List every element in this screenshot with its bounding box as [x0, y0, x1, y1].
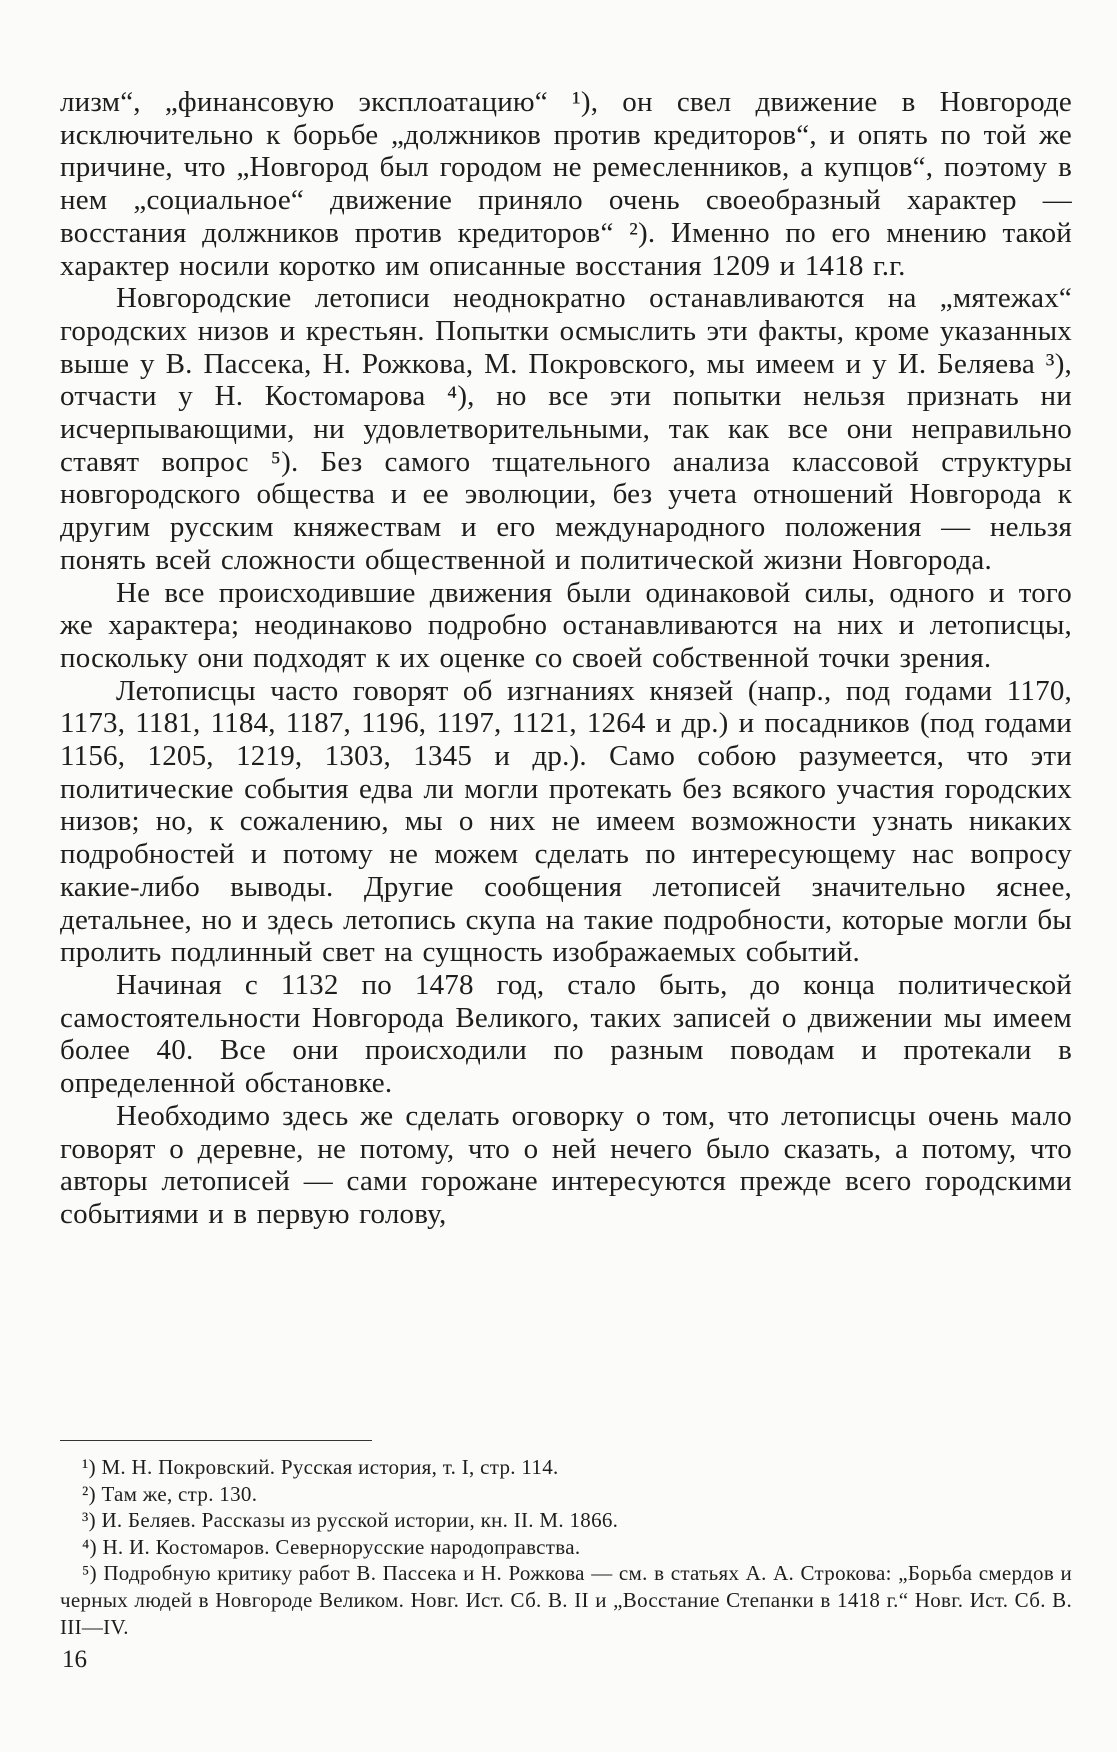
paragraph-2: Новгородские летописи неоднократно останавливаются на „мятежах“ городских низов и крестьян. Попытки осмыслить эти факты, кроме указанных выше у В. Пассека, Н. Рожкова, М. Покровского, мы имеем и у И. Беляева ³), отчасти у Н. Костомарова ⁴), но все эти попытки нельзя признать ни исчерпывающими, ни удовлетворительными, так как все они неправильно ставят вопрос ⁵). Без самого тщательного анализа классовой структуры новгородского общества и ее эволюции, без учета отношений Новгорода к другим русским княжествам и его международного положения — нельзя понять всей сложности общественной и политической жизни Новгорода.	[60, 282, 1072, 576]
paragraph-4: Летописцы часто говорят об изгнаниях князей (напр., под годами 1170, 1173, 1181, 1184, 1187, 1196, 1197, 1121, 1264 и др.) и посадников (под годами 1156, 1205, 1219, 1303, 1345 и др.). Само собою разумеется, что эти политические события едва ли могли протекать без всякого участия городских низов; но, к сожалению, мы о них не имеем возможности узнать никаких подробностей и потому не можем сделать по интересующему нас вопросу какие-либо выводы. Другие сообщения летописей значительно яснее, детальнее, но и здесь летопись скупа на такие подробности, которые могли бы пролить подлинный свет на сущность изображаемых событий.	[60, 674, 1072, 969]
main-text	[60, 86, 1072, 1231]
footnote-divider	[60, 1440, 372, 1441]
footnote-5: ⁵) Подробную критику работ В. Пассека и Н. Рожкова — см. в статьях А. А. Строкова: „Борьба смердов и черных людей в Новгороде Великом. Новг. Ист. Сб. В. II и „Восстание Степанки в 1418 г.“ Новг. Ист. Сб. В. III—IV.	[60, 1561, 1072, 1639]
paragraph-1: лизм“, „финансовую эксплоатацию“ ¹), он свел движение в Новгороде исключительно к борьбе „должников против кредиторов“, и опять по той же причине, что „Новгород был городом не ремесленников, а купцов“, поэтому в нем „социальное“ движение приняло очень своеобразный характер — восстания должников против кредиторов“ ²). Именно по его мнению такой характер носили коротко им описанные восстания 1209 и 1418 г.г.	[60, 86, 1072, 282]
footnote-2: ²) Там же, стр. 130.	[82, 1481, 258, 1506]
footnote-4: ⁴) Н. И. Костомаров. Севернорусские народоправства.	[82, 1534, 581, 1559]
paragraph-3: Не все происходившие движения были одинаковой силы, одного и того же характера; неодинаково подробно останавливаются на них и летописцы, поскольку они подходят к их оценке со своей собственной точки зрения.	[60, 576, 1072, 674]
footnote-1: ¹) М. Н. Покровский. Русская история, т. I, стр. 114.	[82, 1455, 559, 1479]
page-number: 16	[62, 1646, 87, 1673]
paragraph-6: Необходимо здесь же сделать оговорку о том, что летописцы очень мало говорят о деревне, не потому, что о ней нечего было сказать, а потому, что авторы летописей — сами горожане интересуются прежде всего городскими событиями и в первую голову,	[60, 1099, 1072, 1230]
paragraph-5: Начиная с 1132 по 1478 год, стало быть, до конца политической самостоятельности Новгорода Великого, таких записей о движении мы имеем более 40. Все они происходили по разным поводам и протекали в определенной обстановке.	[60, 968, 1072, 1100]
footnote-3: ³) И. Беляев. Рассказы из русской истории, кн. II. М. 1866.	[82, 1508, 619, 1533]
footnotes	[60, 1454, 1072, 1640]
